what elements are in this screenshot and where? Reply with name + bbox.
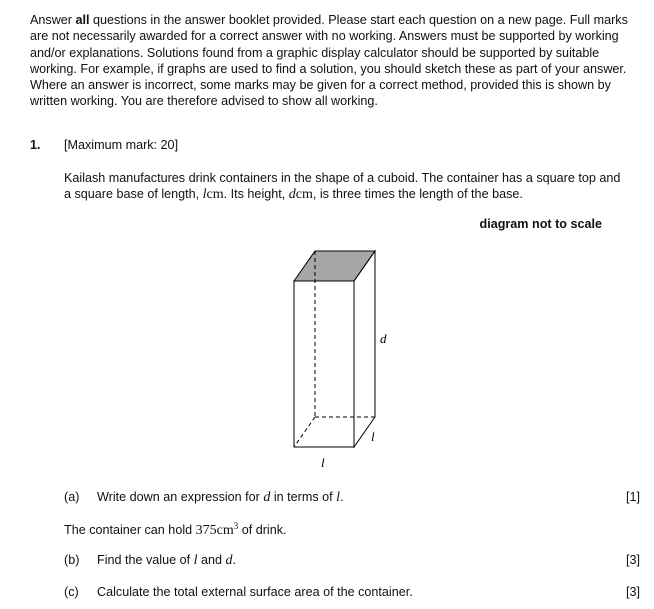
var-l: l [193,553,198,568]
label-d: d [380,331,387,346]
hidden-edge-left-bottom [294,417,315,447]
volume-unit: cm [216,523,234,539]
cuboid-diagram [270,245,400,475]
volume-exponent: 3 [233,521,239,531]
var-d: d [288,187,296,203]
var-d: d [225,553,233,568]
instructions [30,12,640,110]
cuboid-top-face [294,251,375,281]
volume-statement: The container can hold $375cm^3$ of drink. [64,521,287,539]
label-l-bottom: l [321,455,325,470]
diagram-note: diagram not to scale [479,217,602,231]
question-number: 1. [30,138,41,152]
instructions-emphasis: all [75,13,90,27]
question-stem: Kailash manufactures drink containers in the shape of a cuboid. The container has a square top and a square base of length, lcm. Its height, dcm, is three times the length of the base. [64,171,621,203]
cuboid-front-face [294,281,354,447]
var-l: l [336,490,341,505]
part-a-label: (a) [64,490,80,504]
unit-cm: cm [206,187,224,203]
part-a-marks: [1] [625,490,640,504]
instructions-text: questions in the answer booklet provided. Please start each question on a new page. Full marks are not necessarily awarded for a correct answer with no working. Answers must be supported by working and/or explanations. Solutions found from a graphic display calculator should be supported by suitable working. For example, if graphs are used to find a solution, you should sketch these as part of your answer. Where an answer is incorrect, some marks may be given for a correct method, provided this is shown by written working. You are therefore advised to show all working. [30,13,628,109]
part-b-marks: [3] [625,553,640,567]
instructions-text-start: Answer [30,13,76,27]
label-l-side: l [371,429,375,444]
unit-cm: cm [295,187,313,203]
part-c-text: Calculate the total external surface area of the container. [97,585,413,599]
var-l: l [202,187,207,203]
max-mark: [Maximum mark: 20] [64,138,179,152]
part-b-label: (b) [64,553,80,567]
part-a-text: Write down an expression for d in terms of l. [97,490,344,505]
cuboid-right-face [354,251,375,447]
part-c-marks: [3] [625,585,640,599]
part-c-label: (c) [64,585,79,599]
var-d: d [263,490,271,505]
volume-value: 375 [195,523,217,539]
part-b-text: Find the value of l and d. [97,553,237,568]
